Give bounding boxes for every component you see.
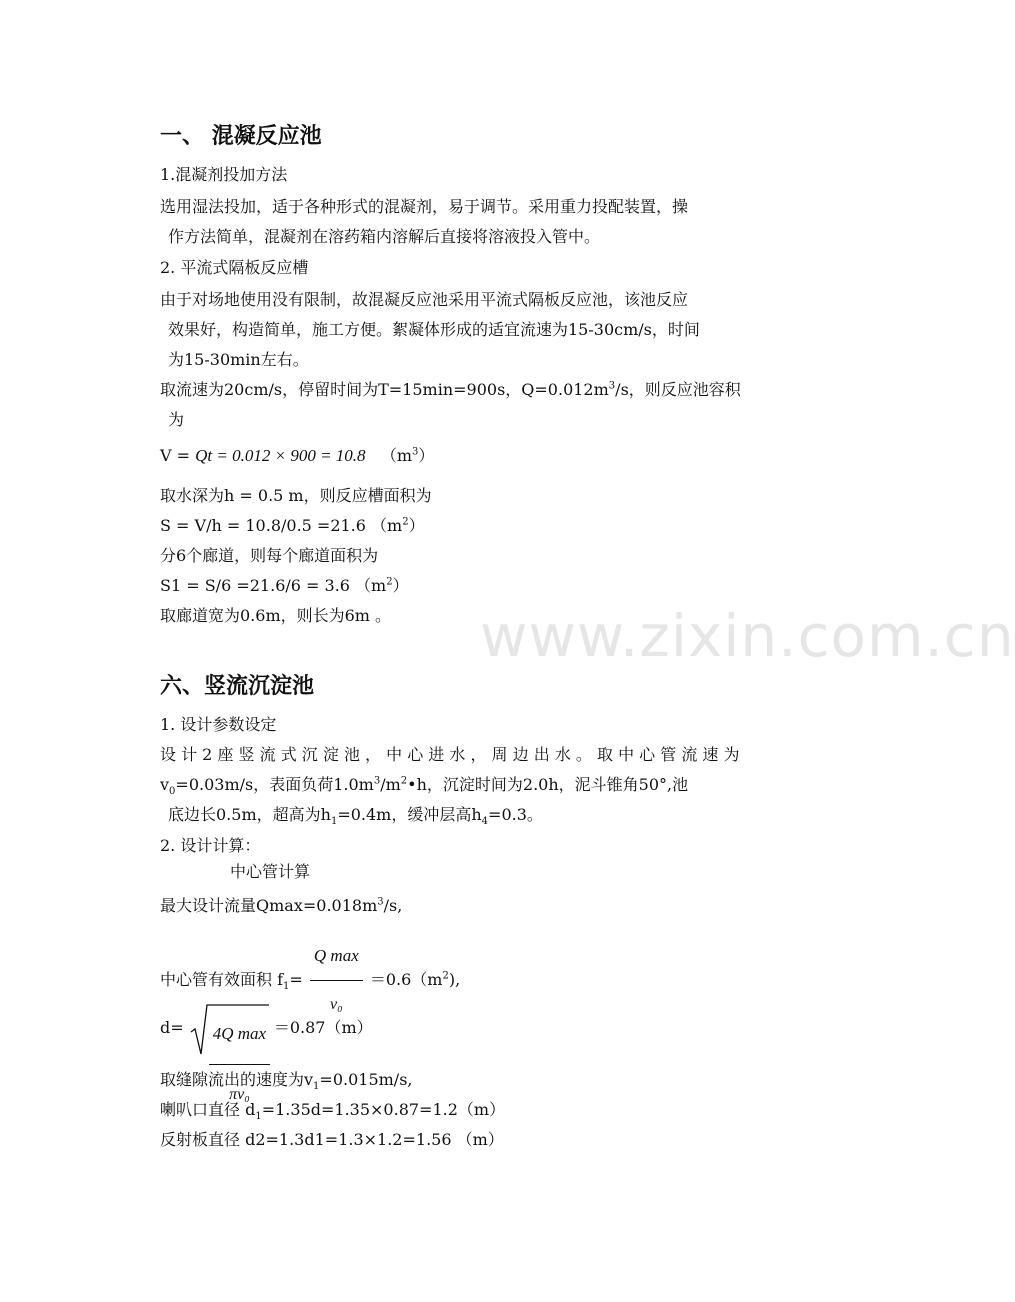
paragraph-line: 为15-30min左右。 (168, 350, 309, 369)
section-heading-1: 一、 混凝反应池 (160, 124, 322, 149)
center-pipe-area-equation: 中心管有效面积 $f_1=$ $\frac{\text{Q max}}{\text{v₀}}$ $=0.6(m^2)$, (160, 934, 460, 1027)
subsection-title-dosing: 1.混凝剂投加方法 (160, 165, 288, 184)
subsection-subtitle: 中心管计算 (230, 862, 311, 881)
paragraph-line: $v_0=0.03m/s$，表面负荷$1.0m^3/m^2•h$，沉淀时间为2.0h，泥斗锥角50°,池 (160, 775, 689, 798)
section-heading-6: 六、竖流沉淀池 (160, 674, 315, 699)
reflector-diameter-line: 反射板直径 d2=1.3d1=1.3×1.2=1.56 （m） (160, 1130, 504, 1149)
slot-velocity-line: 取缝隙流出的速度为$v_1=0.015m/s$, (160, 1070, 413, 1093)
max-flow-line: 最大设计流量$Qmax=0.018m^3/s$, (160, 896, 403, 915)
paragraph-line: 底边长0.5m，超高为$h_1=0.4m$，缓冲层高$h_4=0.3$。 (168, 805, 543, 828)
paragraph-line: 分6个廊道，则每个廊道面积为 (160, 546, 379, 565)
paragraph-line: 取水深为h = 0.5 m，则反应槽面积为 (160, 486, 432, 505)
subsection-title-calc: 2. 设计计算： (160, 836, 261, 855)
paragraph-line: 作方法简单，混凝剂在溶药箱内溶解后直接将溶液投入管中。 (168, 227, 601, 246)
paragraph-line: 取廊道宽为0.6m，则长为6m 。 (160, 606, 392, 625)
watermark: www.zixin.com.cn (480, 602, 1015, 670)
paragraph-line: 取流速为20cm/s，停留时间为T=15min=900s，$Q=0.012m^3/s$，则反应池容积 (160, 380, 741, 399)
corridor-area-equation: S1 = S/6 =21.6/6 = 3.6 $(m^2)$ (160, 576, 409, 595)
paragraph-line: 设 计 2 座 竖 流 式 沉 淀 池 ， 中 心 进 水 ， 周 边 出 水 。 取 中 心 管 流 速 为 (160, 745, 740, 764)
paragraph-line: 为 (168, 410, 185, 429)
subsection-title-params: 1. 设计参数设定 (160, 715, 277, 734)
volume-formula: Qt = 0.012 × 900 = 10.8 (195, 446, 366, 465)
diameter-equation: d= 4Q max πv₀ ＝0.87（m） (160, 1000, 373, 1056)
paragraph-line: 效果好，构造简单，施工方便。絮凝体形成的适宜流速为15-30cm/s，时间 (168, 320, 700, 339)
bell-diameter-line: 喇叭口直径 $d_1=1.35d=1.35\times 0.87=1.2(m)$ (160, 1100, 506, 1123)
sqrt-symbol: 4Q max πv₀ (189, 1002, 269, 1056)
paragraph-line: 选用湿法投加，适于各种形式的混凝剂，易于调节。采用重力投配装置，操 (160, 197, 689, 216)
area-fraction: $\frac{\text{Q max}}{\text{v₀}}$ (310, 934, 363, 1027)
paragraph-line: 由于对场地使用没有限制，故混凝反应池采用平流式隔板反应池，该池反应 (160, 290, 689, 309)
subsection-title-tank: 2. 平流式隔板反应槽 (160, 258, 309, 277)
area-equation: S = V/h = 10.8/0.5 =21.6 $(m^2)$ (160, 516, 425, 535)
volume-equation: V = Qt = 0.012 × 900 = 10.8 $(m^3)$ (160, 446, 435, 465)
